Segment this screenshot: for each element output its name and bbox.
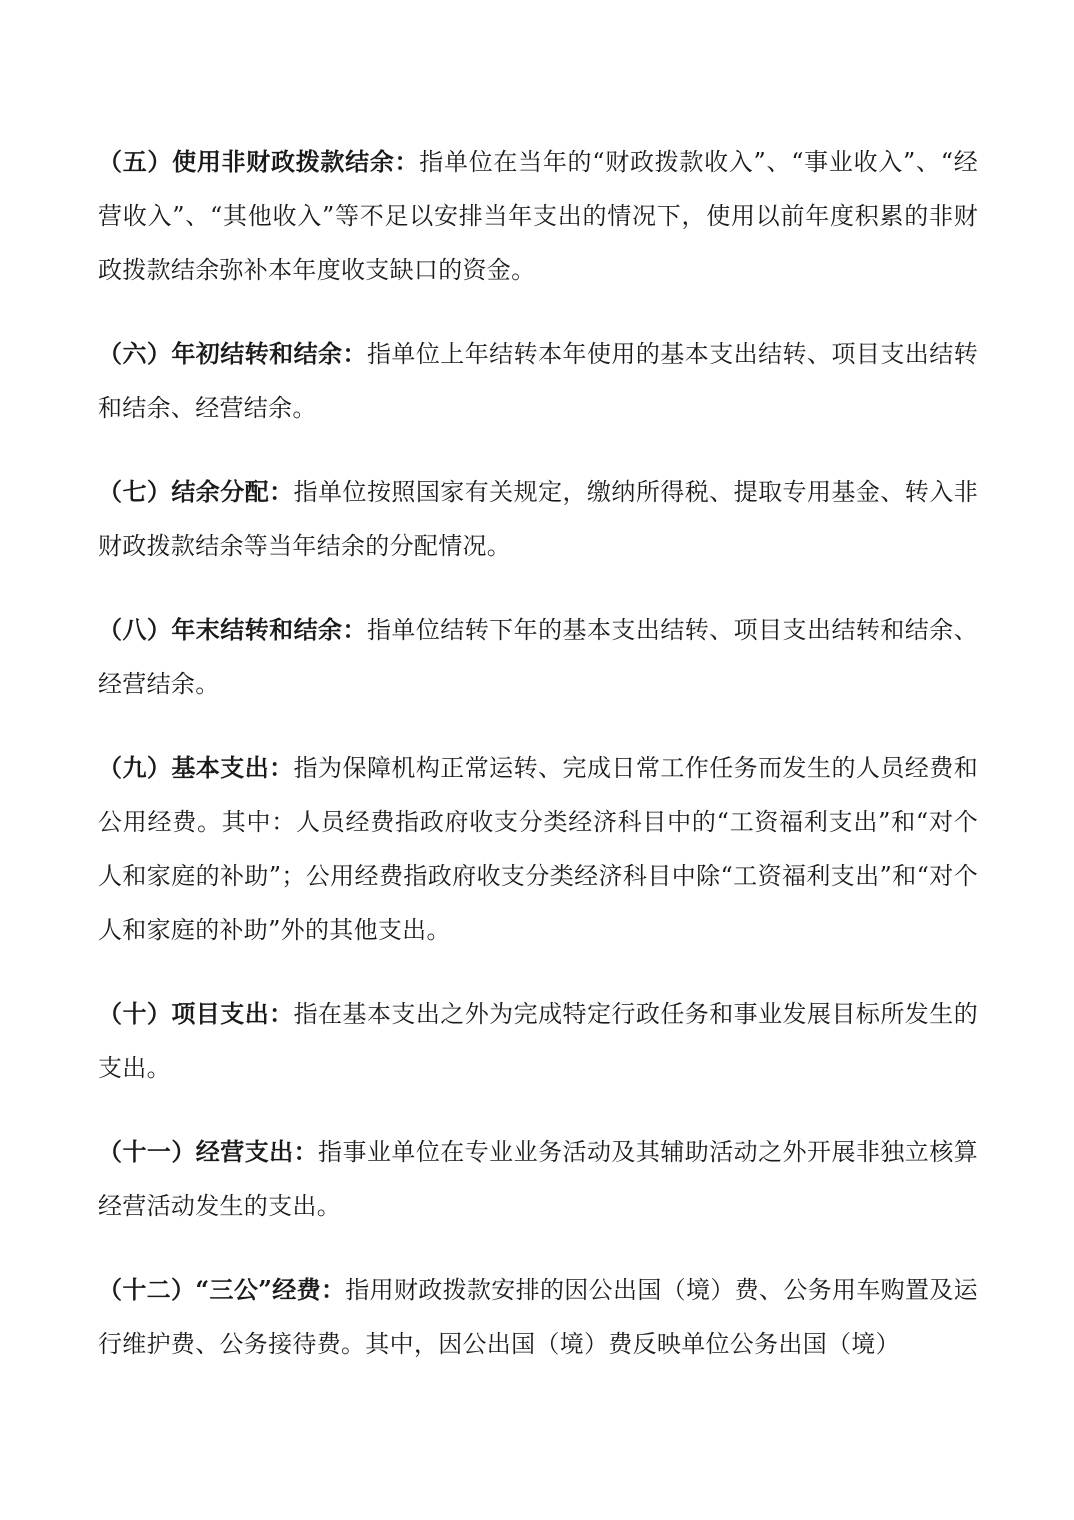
- paragraph-text: 指事业单位在专业业务活动及其辅助活动之外开展非独立核算经营活动发生的支出。: [98, 1138, 978, 1220]
- term-heading: （七）结余分配：: [98, 477, 294, 506]
- paragraph-text: 指单位上年结转本年使用的基本支出结转、项目支出结转和结余、经营结余。: [98, 340, 978, 422]
- term-heading: （六）年初结转和结余：: [98, 339, 367, 368]
- paragraph-5: [98, 135, 978, 297]
- term-heading: （十一）经营支出：: [98, 1137, 319, 1166]
- document-page: [98, 135, 978, 1401]
- paragraph-9: [98, 741, 978, 957]
- paragraph-text: 指单位按照国家有关规定，缴纳所得税、提取专用基金、转入非财政拨款结余等当年结余的分配情况。: [98, 478, 978, 560]
- paragraph-11: [98, 1125, 978, 1233]
- paragraph-7: [98, 465, 978, 573]
- term-heading: （十二）“三公”经费：: [98, 1275, 346, 1304]
- paragraph-6: [98, 327, 978, 435]
- term-heading: （八）年末结转和结余：: [98, 615, 367, 644]
- paragraph-text: 指用财政拨款安排的因公出国（境）费、公务用车购置及运行维护费、公务接待费。其中，因公出国（境）费反映单位公务出国（境）: [98, 1276, 978, 1358]
- paragraph-12: [98, 1263, 978, 1371]
- paragraph-text: 指在基本支出之外为完成特定行政任务和事业发展目标所发生的支出。: [98, 1000, 978, 1082]
- paragraph-text: 指单位在当年的“财政拨款收入”、“事业收入”、“经营收入”、“其他收入”等不足以安排当年支出的情况下，使用以前年度积累的非财政拨款结余弥补本年度收支缺口的资金。: [98, 148, 978, 284]
- paragraph-10: [98, 987, 978, 1095]
- term-heading: （五）使用非财政拨款结余：: [98, 147, 420, 176]
- paragraph-8: [98, 603, 978, 711]
- paragraph-text: 指单位结转下年的基本支出结转、项目支出结转和结余、经营结余。: [98, 616, 978, 698]
- paragraph-text: 指为保障机构正常运转、完成日常工作任务而发生的人员经费和公用经费。其中：人员经费指政府收支分类经济科目中的“工资福利支出”和“对个人和家庭的补助”；公用经费指政府收支分类经济科目中除“工资福利支出”和“对个人和家庭的补助”外的其他支出。: [98, 754, 978, 944]
- term-heading: （十）项目支出：: [98, 999, 294, 1028]
- term-heading: （九）基本支出：: [98, 753, 294, 782]
